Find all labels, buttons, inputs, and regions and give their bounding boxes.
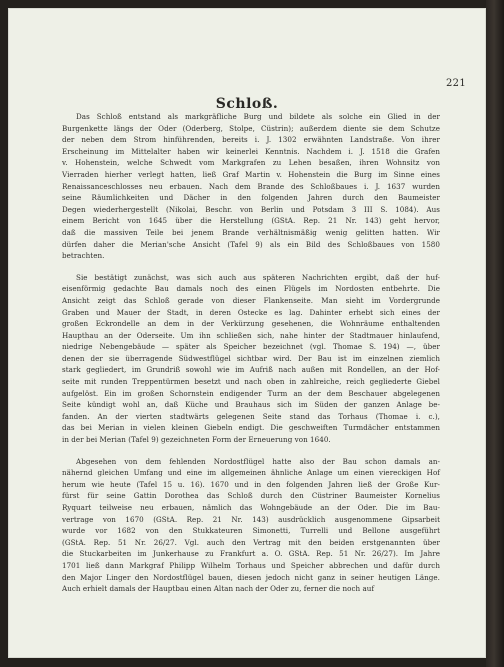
paragraph: [62, 272, 440, 446]
text-line: denen der sie überragende Südwestflügel sichtbar wird. Der Bau ist im einzelnen ziemlich: [62, 353, 440, 363]
text-line: stark gegliedert, im Grundriß sowohl wie im Aufriß nach außen mit Rondellen, an der Hof-: [62, 365, 440, 375]
text-line: herum wie heute (Tafel 15 u. 16). 1670 und in den folgenden Jahren ließ der Große Kur-: [62, 479, 440, 489]
text-line: das bei Merian in vielen kleinen Giebeln endigt. Die geschweiften Turmdächer entstammen: [62, 423, 440, 433]
book-spine: [486, 0, 504, 667]
text-line: der neben dem Strom hinführenden, bereits i. J. 1302 erwähnten Landstraße. Von ihrer: [62, 135, 440, 145]
text-line: Haupthau an der Oderseite. Um ihn schließen sich, nahe hinter der Stadtmauer hinlaufend,: [62, 330, 440, 340]
text-line: betrachten.: [62, 251, 105, 261]
text-line: v. Hohenstein, welche Schwedt vom Markgrafen zu Lehen besaßen, ihren Wohnsitz von: [62, 158, 440, 168]
text-line: Ryquart teilweise neu erbauen, nämlich das Wohngebäude an der Oder. Die im Bau-: [62, 503, 440, 512]
text-line: Seite kündigt wohl an, daß Küche und Brauhaus sich im Süden der ganzen Anlage be-: [62, 400, 440, 410]
text-line: großen Eckrondelle an dem in der Verkürzung gesehenen, die Wohnräume enthaltenden: [62, 319, 440, 329]
text-line: fanden. An der vierten stadtwärts gelegenen Seite stand das Torhaus (Thomae i. c.),: [62, 411, 440, 421]
text-line: 1701 ließ dann Markgraf Philipp Wilhelm Torhaus und Speicher abbrechen und dafür durch: [62, 560, 440, 570]
text-line: Burgenkette längs der Oder (Oderberg, Stolpe, Cüstrin); außerdem diente sie dem Schutze: [62, 123, 440, 133]
text-line: Ansicht zeigt das Schloß gerade von dieser Flankenseite. Man sieht im Vordergrunde: [62, 295, 440, 305]
text-line: die Stuckarbeiten im Junkerhause zu Frankfurt a. O. GStA. Rep. 51 Nr. 26/27). Im Jahre: [62, 549, 440, 559]
text-line: in der bei Merian (Tafel 9) gezeichneten Form der Erneuerung von 1640.: [62, 435, 331, 445]
paragraph: [62, 456, 440, 595]
paragraph: [62, 111, 440, 262]
text-line: niedrige Nebengebäude — später als Speicher bezeichnet (vgl. Thomae S. 194) —, über: [62, 342, 440, 352]
text-line: seine Räumlichkeiten und Dächer in den folgenden Jahren durch den Baumeister: [62, 193, 440, 203]
text-line: daß die massiven Teile bei jenem Brande verhältnismäßig wenig gelitten hatten. Wir: [62, 227, 440, 237]
text-line: Das Schloß entstand als markgräfliche Burg und bildete als solche ein Glied in der: [76, 112, 440, 121]
text-line: Sie bestätigt zunächst, was sich auch aus späteren Nachrichten ergibt, daß der huf-: [76, 272, 440, 282]
text-line: einem Bericht von 1645 über die Herstellung (GStA. Rep. 21 Nr. 143) geht hervor,: [62, 216, 440, 226]
text-line: dürfen daher die Merian'sche Ansicht (Tafel 9) als ein Bild des Schloßbaues von 1580: [62, 239, 440, 249]
text-line: Degen wiederhergestellt (Nikolai, Beschr. von Berlin und Potsdam 3 III S. 1084). Aus: [62, 204, 440, 214]
section-title: Schloß.: [215, 96, 279, 112]
book-page: [8, 8, 486, 658]
page-number: 221: [446, 78, 466, 89]
text-line: Renaissanceschlosses neu erbauen. Nach dem Brande des Schloßbaues i. J. 1637 wurden: [62, 181, 440, 191]
text-line: wurde vor 1682 von den Stukkateuren Simonetti, Turrelli und Bellone ausgeführt: [62, 526, 440, 536]
text-line: (GStA. Rep. 51 Nr. 26/27. Vgl. auch den Vertrag mit den beiden erstgenannten über: [62, 537, 440, 547]
text-line: Abgesehen von dem fehlenden Nordostflügel hatte also der Bau schon damals an-: [76, 456, 440, 466]
text-line: nähernd gleichen Umfang und eine im allgemeinen ähnliche Anlage um einen viereckigen Hof: [62, 468, 440, 478]
text-line: aufgelöst. Ein im großen Schornstein endigender Turm an der dem Beschauer abgelegenen: [62, 388, 440, 398]
body-text: [62, 111, 440, 605]
text-line: eisenförmig gedachte Bau damals noch des einen Flügels im Nordosten entbehrte. Die: [62, 284, 440, 294]
text-line: seite mit runden Treppentürmen besetzt und nach oben in zahlreiche, reich gegliederte Giebel: [62, 377, 440, 387]
text-line: Graben und Mauer der Stadt, in deren Ostecke es lag. Dahinter erhebt sich eines der: [62, 307, 440, 317]
text-line: vertrage von 1670 (GStA. Rep. 21 Nr. 143) ausdrücklich ausgenommene Gipsarbeit: [62, 514, 440, 524]
text-line: fürst für seine Gattin Dorothea das Schloß durch den Cüstriner Baumeister Kornelius: [62, 491, 440, 501]
text-line: Vierraden hierher verlegt hatten, ließ Graf Martin v. Hohenstein die Burg im Sinne eines: [62, 169, 440, 179]
text-line: Erscheinung im Mittelalter haben wir keinerlei Kenntnis. Nachdem i. J. 1518 die Grafen: [62, 146, 440, 156]
text-line: Auch erhielt damals der Hauptbau einen Altan nach der Oder zu, ferner die noch auf: [62, 584, 375, 594]
text-line: den Major Linger den Nordostflügel bauen, diesen jedoch nicht ganz in seiner heutigen Länge.: [62, 572, 440, 582]
